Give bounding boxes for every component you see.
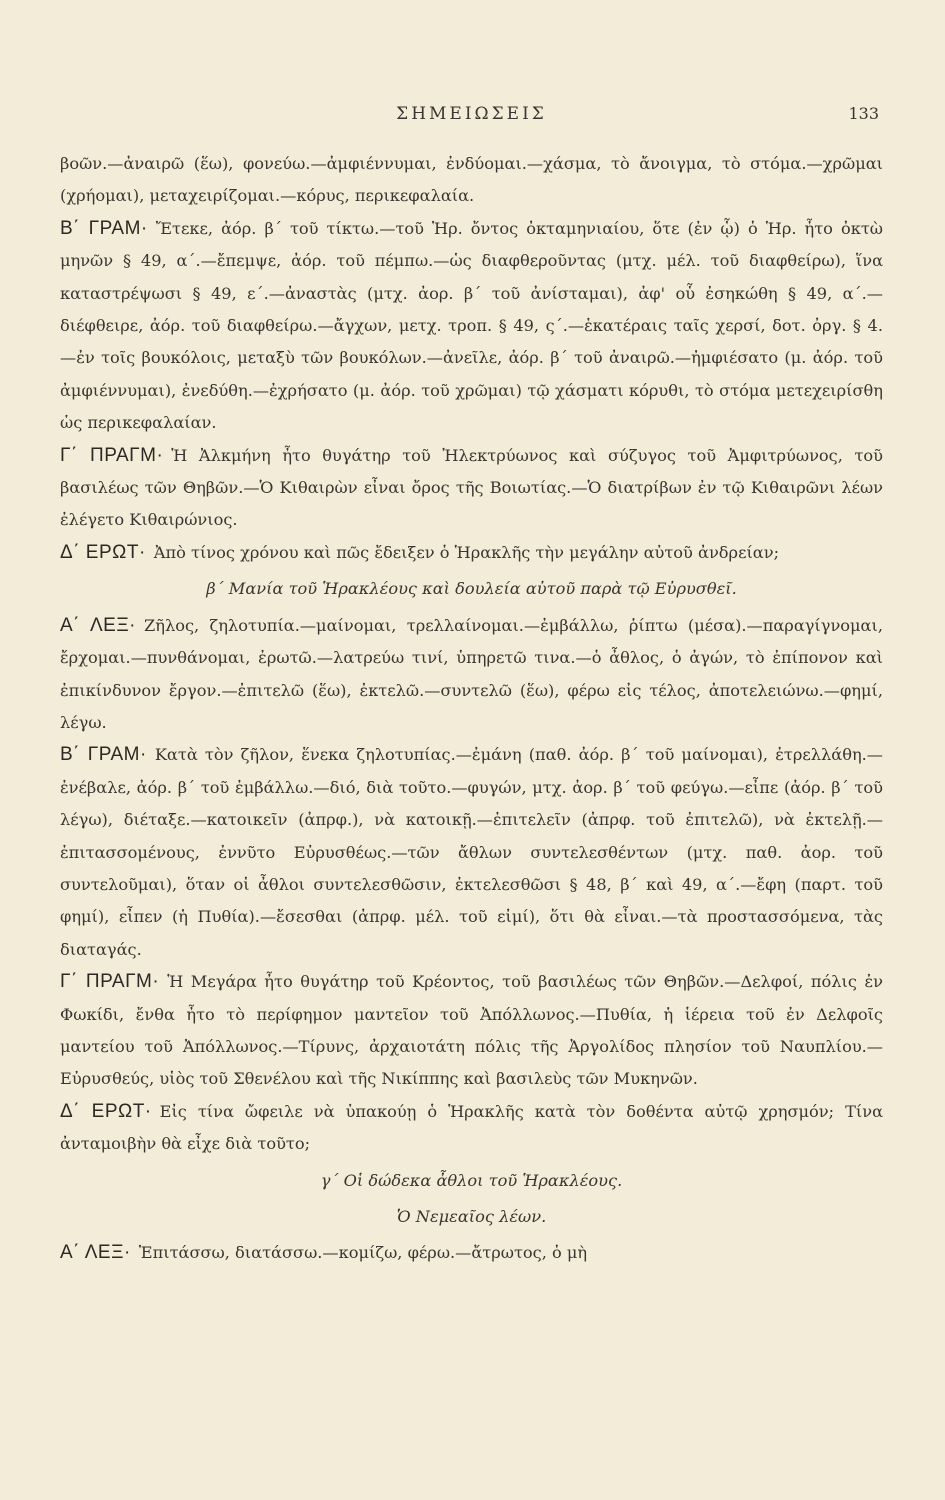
- section-label: Γ΄ ΠΡΑΓΜ·: [60, 971, 160, 993]
- note-paragraph: [60, 966, 883, 1096]
- note-text: Ἔτεκε, ἀόρ. β΄ τοῦ τίκτω.—τοῦ Ἡρ. ὄντος ὀκταμηνιαίου, ὅτε (ἐν ᾧ) ὁ Ἡρ. ἦτο ὀκτὼ μηνῶν § 49, α΄.—ἔπεμψε, ἀόρ. τοῦ πέμπω.—ὡς διαφθεροῦντας (μτχ. μέλ. τοῦ διαφθείρω), ἵνα καταστρέψωσι § 49, ε΄.—ἀναστὰς (μτχ. ἀορ. β΄ τοῦ ἀνίσταμαι), ἀφ' οὗ ἐσηκώθη § 49, α΄.—διέφθειρε, ἀόρ. τοῦ διαφθείρω.—ἄγχων, μετχ. τροπ. § 49, ς΄.—ἑκατέραις ταῖς χερσί, δοτ. ὀργ. § 4. —ἐν τοῖς βουκόλοις, μεταξὺ τῶν βουκόλων.—ἀνεῖλε, ἀόρ. β΄ τοῦ ἀναιρῶ.—ἠμφιέσατο (μ. ἀόρ. τοῦ ἀμφιέννυμαι), ἐνεδύθη.—ἐχρήσατο (μ. ἀόρ. τοῦ χρῶμαι) τῷ χάσματι κόρυθι, τὸ στόμα μετεχειρίσθη ὡς περικεφαλαίαν.: [60, 218, 883, 433]
- running-header: [60, 0, 883, 148]
- subsection-heading: Ὁ Νεμεαῖος λέων.: [396, 1207, 547, 1226]
- note-text: Ἀπὸ τίνος χρόνου καὶ πῶς ἔδειξεν ὁ Ἡρακλῆς τὴν μεγάλην αὐτοῦ ἀνδρείαν;: [153, 542, 780, 562]
- note-text: Ἐπιτάσσω, διατάσσω.—κομίζω, φέρω.—ἄτρωτος, ὁ μὴ: [138, 1243, 588, 1263]
- note-paragraph: [60, 440, 883, 537]
- note-paragraph: [60, 537, 883, 569]
- section-label: Α΄ ΛΕΞ·: [60, 1242, 131, 1264]
- section-heading: β΄ Μανία τοῦ Ἡρακλέους καὶ δουλεία αὐτοῦ παρὰ τῷ Εὐρυσθεῖ.: [206, 579, 737, 599]
- note-text: Ἡ Μεγάρα ἦτο θυγάτηρ τοῦ Κρέοντος, τοῦ βασιλέως τῶν Θηβῶν.—Δελφοί, πόλις ἐν Φωκίδι, ἔνθα ἦτο τὸ περίφημον μαντεῖον τοῦ Ἀπόλλωνος.—Πυθία, ἡ ἱέρεια τοῦ ἐν Δελφοῖς μαντείου τοῦ Ἀπόλλωνος.—Τίρυνς, ἀρχαιοτάτη πόλις τῆς Ἀργολίδος πλησίον τοῦ Ναυπλίου.—Εὐρυσθεύς, υἱὸς τοῦ Σθενέλου καὶ τῆς Νικίππης καὶ βασιλεὺς τῶν Μυκηνῶν.: [60, 972, 883, 1089]
- section-label: Β΄ ΓΡΑΜ·: [60, 744, 147, 766]
- note-text: Εἰς τίνα ὤφειλε νὰ ὑπακούῃ ὁ Ἡρακλῆς κατὰ τὸν δοθέντα αὐτῷ χρησμόν; Τίνα ἀνταμοιβὴν θὰ εἶχε διὰ τοῦτο;: [60, 1101, 883, 1154]
- section-label: Α΄ ΛΕΞ·: [60, 614, 136, 636]
- page-title: ΣΗΜΕΙΩΣΕΙΣ: [396, 104, 547, 124]
- note-text: Κατὰ τὸν ζῆλον, ἕνεκα ζηλοτυπίας.—ἐμάνη (παθ. ἀόρ. β΄ τοῦ μαίνομαι), ἐτρελλάθη.—ἐνέβαλε, ἀόρ. β΄ τοῦ ἐμβάλλω.—διό, διὰ τοῦτο.—φυγών, μτχ. ἀορ. β΄ τοῦ φεύγω.—εἶπε (ἀόρ. β΄ τοῦ λέγω), διέταξε.—κατοικεῖν (ἀπρφ.), νὰ κατοικῇ.—ἐπιτελεῖν (ἀπρφ. τοῦ ἐπιτελῶ), νὰ ἐκτελῇ.—ἐπιτασσομένους, ἐννῦτο Εὐρυσθέως.—τῶν ἄθλων συντελεσθέντων (μτχ. παθ. ἀορ. τοῦ συντελοῦμαι), ὅταν οἱ ἆθλοι συντελεσθῶσιν, ἐκτελεσθῶσι § 48, β΄ καὶ 49, α΄.—ἔφη (παρτ. τοῦ φημί), εἶπεν (ἡ Πυθία).—ἔσεσθαι (ἀπρφ. μέλ. τοῦ εἰμί), ὅτι θὰ εἶναι.—τὰ προστασσόμενα, τὰς διαταγάς.: [60, 745, 883, 959]
- note-text: Ἡ Ἀλκμήνη ἦτο θυγάτηρ τοῦ Ἠλεκτρύωνος καὶ σύζυγος τοῦ Ἀμφιτρύωνος, τοῦ βασιλέως τῶν Θηβῶν.—Ὁ Κιθαιρὼν εἶναι ὄρος τῆς Βοιωτίας.—Ὁ διατρίβων ἐν τῷ Κιθαιρῶνι λέων ἐλέγετο Κιθαιρώνιος.: [60, 445, 883, 530]
- section-label: Γ΄ ΠΡΑΓΜ·: [60, 444, 164, 466]
- note-paragraph: [60, 1096, 883, 1161]
- note-paragraph: [60, 610, 883, 740]
- section-label: Β΄ ΓΡΑΜ·: [60, 217, 148, 239]
- notes-body: [60, 148, 883, 1270]
- note-paragraph: [60, 1237, 883, 1269]
- section-label: Δ΄ ΕΡΩΤ·: [60, 1100, 152, 1122]
- page-number: 133: [848, 104, 879, 123]
- note-text: βοῶν.—ἀναιρῶ (ἕω), φονεύω.—ἀμφιέννυμαι, ἐνδύομαι.—χάσμα, τὸ ἄνοιγμα, τὸ στόμα.—χρῶμαι (χρήομαι), μεταχειρίζομαι.—κόρυς, περικεφαλαία.: [60, 154, 883, 206]
- note-paragraph: [60, 148, 883, 213]
- note-paragraph: [60, 739, 883, 966]
- note-paragraph: [60, 213, 883, 440]
- note-text: Ζῆλος, ζηλοτυπία.—μαίνομαι, τρελλαίνομαι.—ἐμβάλλω, ῥίπτω (μέσα).—παραγίγνομαι, ἔρχομαι.—πυνθάνομαι, ἐρωτῶ.—λατρεύω τινί, ὑπηρετῶ τινα.—ὁ ἆθλος, ὁ ἀγών, τὸ ἐπίπονον καὶ ἐπικίνδυνον ἔργον.—ἐπιτελῶ (ἕω), ἐκτελῶ.—συντελῶ (ἕω), φέρω εἰς τέλος, ἀποτελειώνω.—φημί, λέγω.: [60, 615, 883, 732]
- section-label: Δ΄ ΕΡΩΤ·: [60, 541, 146, 563]
- section-heading: γ΄ Οἱ δώδεκα ἆθλοι τοῦ Ἡρακλέους.: [320, 1170, 623, 1190]
